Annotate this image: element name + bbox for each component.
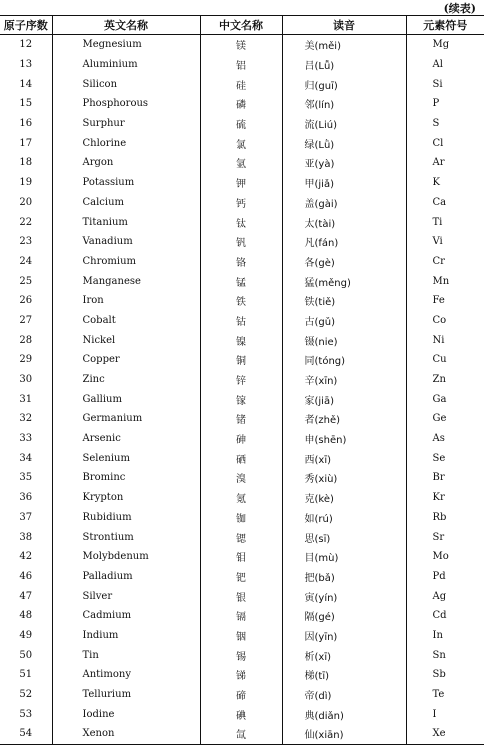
english-name-cell: Potassium <box>52 173 200 193</box>
element-symbol-cell: Cd <box>406 606 484 626</box>
table-row <box>0 429 484 449</box>
pronunciation-cell: 亚(yà) <box>282 153 406 173</box>
english-name-cell: Zinc <box>52 370 200 390</box>
chinese-name-cell: 钒 <box>200 232 282 252</box>
atomic-number-cell: 14 <box>19 78 33 90</box>
pronunciation-cell: 太(tài) <box>282 212 406 232</box>
table-row <box>0 704 484 724</box>
english-name-cell: Aluminium <box>52 55 200 75</box>
chinese-name-cell: 硫 <box>200 114 282 134</box>
english-name-cell: Palladium <box>52 567 200 587</box>
element-symbol-cell: Br <box>406 468 484 488</box>
english-name-cell: Phosphorous <box>52 94 200 114</box>
table-row <box>0 409 484 429</box>
element-symbol-cell: Te <box>406 685 484 705</box>
english-name-cell: Antimony <box>52 665 200 685</box>
chinese-name-cell: 碲 <box>200 685 282 705</box>
chinese-name-cell: 磷 <box>200 94 282 114</box>
pronunciation-cell: 目(mù) <box>282 547 406 567</box>
header-chinese-name: 中文名称 <box>200 16 282 35</box>
header-pronunciation: 读音 <box>282 16 406 35</box>
table-row <box>0 271 484 291</box>
pronunciation-cell: 绿(Lǜ) <box>282 133 406 153</box>
table-row <box>0 252 484 272</box>
pronunciation-cell: 隔(gé) <box>282 606 406 626</box>
english-name-cell: Iodine <box>52 704 200 724</box>
english-name-cell: Gallium <box>52 389 200 409</box>
header-element-symbol: 元素符号 <box>406 16 484 35</box>
pronunciation-cell: 各(gè) <box>282 252 406 272</box>
atomic-number-cell: 35 <box>19 472 33 484</box>
pronunciation-cell: 如(rú) <box>282 508 406 528</box>
table-row <box>0 389 484 409</box>
table-row <box>0 665 484 685</box>
element-symbol-cell: K <box>406 173 484 193</box>
english-name-cell: Manganese <box>52 271 200 291</box>
element-symbol-cell: Xe <box>406 724 484 744</box>
table-row <box>0 724 484 744</box>
element-symbol-cell: I <box>406 704 484 724</box>
chinese-name-cell: 铬 <box>200 252 282 272</box>
table-row <box>0 212 484 232</box>
element-symbol-cell: Se <box>406 448 484 468</box>
element-symbol-cell: Zn <box>406 370 484 390</box>
atomic-number-cell: 51 <box>19 669 33 681</box>
table-row <box>0 370 484 390</box>
atomic-number-cell: 17 <box>19 137 33 149</box>
atomic-number-cell: 23 <box>19 236 33 248</box>
chinese-name-cell: 镍 <box>200 330 282 350</box>
english-name-cell: Titanium <box>52 212 200 232</box>
pronunciation-cell: 帝(dì) <box>282 685 406 705</box>
table-row <box>0 114 484 134</box>
element-symbol-cell: As <box>406 429 484 449</box>
table-row <box>0 35 484 55</box>
pronunciation-cell: 古(gǔ) <box>282 311 406 331</box>
element-symbol-cell: Ga <box>406 389 484 409</box>
table-row <box>0 311 484 331</box>
element-table <box>0 15 484 745</box>
chinese-name-cell: 银 <box>200 586 282 606</box>
element-symbol-cell: Ge <box>406 409 484 429</box>
atomic-number-cell: 53 <box>19 708 33 720</box>
atomic-number-cell: 27 <box>19 314 33 326</box>
english-name-cell: Krypton <box>52 488 200 508</box>
pronunciation-cell: 猛(měng) <box>282 271 406 291</box>
english-name-cell: Molybdenum <box>52 547 200 567</box>
atomic-number-cell: 36 <box>19 492 33 504</box>
atomic-number-cell: 20 <box>19 196 33 208</box>
atomic-number-cell: 33 <box>19 433 33 445</box>
atomic-number-cell: 47 <box>19 590 33 602</box>
english-name-cell: Copper <box>52 350 200 370</box>
chinese-name-cell: 锗 <box>200 409 282 429</box>
header-english-name: 英文名称 <box>52 16 200 35</box>
atomic-number-cell: 18 <box>19 157 33 169</box>
table-row <box>0 626 484 646</box>
atomic-number-cell: 32 <box>19 413 33 425</box>
atomic-number-cell: 49 <box>19 629 33 641</box>
chinese-name-cell: 铜 <box>200 350 282 370</box>
atomic-number-cell: 54 <box>0 724 52 744</box>
chinese-name-cell: 铁 <box>200 291 282 311</box>
english-name-cell: Cadmium <box>52 606 200 626</box>
chinese-name-cell: 钙 <box>200 193 282 213</box>
table-row <box>0 645 484 665</box>
atomic-number-cell: 38 <box>19 531 33 543</box>
element-symbol-cell: Cu <box>406 350 484 370</box>
english-name-cell: Arsenic <box>52 429 200 449</box>
pronunciation-cell: 申(shēn) <box>282 429 406 449</box>
atomic-number-cell: 26 <box>19 295 33 307</box>
table-row <box>0 547 484 567</box>
atomic-number-cell: 13 <box>19 59 33 71</box>
element-symbol-cell: Kr <box>406 488 484 508</box>
element-symbol-cell: Cl <box>406 133 484 153</box>
english-name-cell: Silicon <box>52 74 200 94</box>
chinese-name-cell: 铝 <box>200 55 282 75</box>
pronunciation-cell: 秀(xiù) <box>282 468 406 488</box>
atomic-number-cell: 46 <box>19 570 33 582</box>
atomic-number-cell: 12 <box>19 39 33 51</box>
pronunciation-cell: 寅(yín) <box>282 586 406 606</box>
chinese-name-cell: 钛 <box>200 212 282 232</box>
element-symbol-cell: Sr <box>406 527 484 547</box>
english-name-cell: Argon <box>52 153 200 173</box>
table-row <box>0 173 484 193</box>
pronunciation-cell: 归(guī) <box>282 74 406 94</box>
pronunciation-cell: 同(tóng) <box>282 350 406 370</box>
atomic-number-cell: 37 <box>19 511 33 523</box>
pronunciation-cell: 者(zhě) <box>282 409 406 429</box>
chinese-name-cell: 氩 <box>200 153 282 173</box>
pronunciation-cell: 家(jiā) <box>282 389 406 409</box>
table-row <box>0 586 484 606</box>
chinese-name-cell: 碘 <box>200 704 282 724</box>
pronunciation-cell: 铁(tiě) <box>282 291 406 311</box>
english-name-cell: Tellurium <box>52 685 200 705</box>
chinese-name-cell: 氙 <box>200 724 282 744</box>
pronunciation-cell: 镊(nie) <box>282 330 406 350</box>
table-row <box>0 527 484 547</box>
english-name-cell: Megnesium <box>52 35 200 55</box>
element-symbol-cell: Ar <box>406 153 484 173</box>
english-name-cell: Xenon <box>52 724 200 744</box>
chinese-name-cell: 氯 <box>200 133 282 153</box>
element-symbol-cell: Vi <box>406 232 484 252</box>
atomic-number-cell: 22 <box>19 216 33 228</box>
english-name-cell: Silver <box>52 586 200 606</box>
element-symbol-cell: Sn <box>406 645 484 665</box>
element-symbol-cell: Mo <box>406 547 484 567</box>
english-name-cell: Tin <box>52 645 200 665</box>
chinese-name-cell: 锶 <box>200 527 282 547</box>
table-row <box>0 153 484 173</box>
chinese-name-cell: 钯 <box>200 567 282 587</box>
chinese-name-cell: 钴 <box>200 311 282 331</box>
chinese-name-cell: 锌 <box>200 370 282 390</box>
chinese-name-cell: 钾 <box>200 173 282 193</box>
pronunciation-cell: 流(Liú) <box>282 114 406 134</box>
element-symbol-cell: S <box>406 114 484 134</box>
element-symbol-cell: Mg <box>406 35 484 55</box>
pronunciation-cell: 析(xī) <box>282 645 406 665</box>
atomic-number-cell: 48 <box>19 610 33 622</box>
element-symbol-cell: Mn <box>406 271 484 291</box>
english-name-cell: Vanadium <box>52 232 200 252</box>
table-row <box>0 74 484 94</box>
pronunciation-cell: 梯(tī) <box>282 665 406 685</box>
element-symbol-cell: Cr <box>406 252 484 272</box>
atomic-number-cell: 16 <box>19 118 33 130</box>
chinese-name-cell: 溴 <box>200 468 282 488</box>
english-name-cell: Selenium <box>52 448 200 468</box>
english-name-cell: Chromium <box>52 252 200 272</box>
pronunciation-cell: 克(kè) <box>282 488 406 508</box>
chinese-name-cell: 铟 <box>200 626 282 646</box>
element-symbol-cell: Sb <box>406 665 484 685</box>
table-row <box>0 193 484 213</box>
english-name-cell: Nickel <box>52 330 200 350</box>
pronunciation-cell: 辛(xīn) <box>282 370 406 390</box>
pronunciation-cell: 美(měi) <box>282 35 406 55</box>
table-row <box>0 94 484 114</box>
atomic-number-cell: 42 <box>19 551 33 563</box>
chinese-name-cell: 硒 <box>200 448 282 468</box>
english-name-cell: Strontium <box>52 527 200 547</box>
table-row <box>0 567 484 587</box>
atomic-number-cell: 25 <box>19 275 33 287</box>
pronunciation-cell: 甲(jiǎ) <box>282 173 406 193</box>
english-name-cell: Indium <box>52 626 200 646</box>
table-row <box>0 133 484 153</box>
chinese-name-cell: 铷 <box>200 508 282 528</box>
table-row <box>0 232 484 252</box>
chinese-name-cell: 镁 <box>200 35 282 55</box>
element-symbol-cell: Rb <box>406 508 484 528</box>
chinese-name-cell: 锰 <box>200 271 282 291</box>
pronunciation-cell: 典(diǎn) <box>282 704 406 724</box>
chinese-name-cell: 镉 <box>200 606 282 626</box>
pronunciation-cell: 凡(fán) <box>282 232 406 252</box>
pronunciation-cell: 把(bǎ) <box>282 567 406 587</box>
pronunciation-cell: 吕(Lǚ) <box>282 55 406 75</box>
english-name-cell: Calcium <box>52 193 200 213</box>
pronunciation-cell: 思(sī) <box>282 527 406 547</box>
table-row <box>0 606 484 626</box>
english-name-cell: Surphur <box>52 114 200 134</box>
table-header-row <box>0 16 484 35</box>
element-symbol-cell: Ag <box>406 586 484 606</box>
table-row <box>0 291 484 311</box>
element-symbol-cell: Fe <box>406 291 484 311</box>
chinese-name-cell: 氪 <box>200 488 282 508</box>
atomic-number-cell: 34 <box>19 452 33 464</box>
continuation-note: (续表) <box>443 2 476 15</box>
table-row <box>0 350 484 370</box>
atomic-number-cell: 50 <box>19 649 33 661</box>
pronunciation-cell: 邻(lín) <box>282 94 406 114</box>
atomic-number-cell: 24 <box>19 255 33 267</box>
english-name-cell: Germanium <box>52 409 200 429</box>
atomic-number-cell: 29 <box>19 354 33 366</box>
table-row <box>0 685 484 705</box>
table-row <box>0 488 484 508</box>
english-name-cell: Chlorine <box>52 133 200 153</box>
atomic-number-cell: 30 <box>19 374 33 386</box>
atomic-number-cell: 28 <box>19 334 33 346</box>
chinese-name-cell: 砷 <box>200 429 282 449</box>
element-symbol-cell: Ca <box>406 193 484 213</box>
chinese-name-cell: 钼 <box>200 547 282 567</box>
pronunciation-cell: 盖(gài) <box>282 193 406 213</box>
element-symbol-cell: Ni <box>406 330 484 350</box>
element-symbol-cell: Ti <box>406 212 484 232</box>
english-name-cell: Rubidium <box>52 508 200 528</box>
element-symbol-cell: Al <box>406 55 484 75</box>
english-name-cell: Iron <box>52 291 200 311</box>
atomic-number-cell: 31 <box>19 393 33 405</box>
pronunciation-cell: 西(xī) <box>282 448 406 468</box>
chinese-name-cell: 镓 <box>200 389 282 409</box>
chinese-name-cell: 锡 <box>200 645 282 665</box>
atomic-number-cell: 15 <box>19 98 33 110</box>
english-name-cell: Brominc <box>52 468 200 488</box>
chinese-name-cell: 锑 <box>200 665 282 685</box>
element-symbol-cell: Si <box>406 74 484 94</box>
element-symbol-cell: P <box>406 94 484 114</box>
table-row <box>0 468 484 488</box>
atomic-number-cell: 52 <box>19 689 33 701</box>
chinese-name-cell: 硅 <box>200 74 282 94</box>
element-symbol-cell: In <box>406 626 484 646</box>
pronunciation-cell: 仙(xiān) <box>282 724 406 744</box>
table-row <box>0 448 484 468</box>
table-row <box>0 330 484 350</box>
table-row <box>0 508 484 528</box>
table-row <box>0 55 484 75</box>
english-name-cell: Cobalt <box>52 311 200 331</box>
atomic-number-cell: 19 <box>19 177 33 189</box>
header-atomic-number: 原子序数 <box>0 16 52 35</box>
pronunciation-cell: 因(yīn) <box>282 626 406 646</box>
element-symbol-cell: Pd <box>406 567 484 587</box>
element-symbol-cell: Co <box>406 311 484 331</box>
